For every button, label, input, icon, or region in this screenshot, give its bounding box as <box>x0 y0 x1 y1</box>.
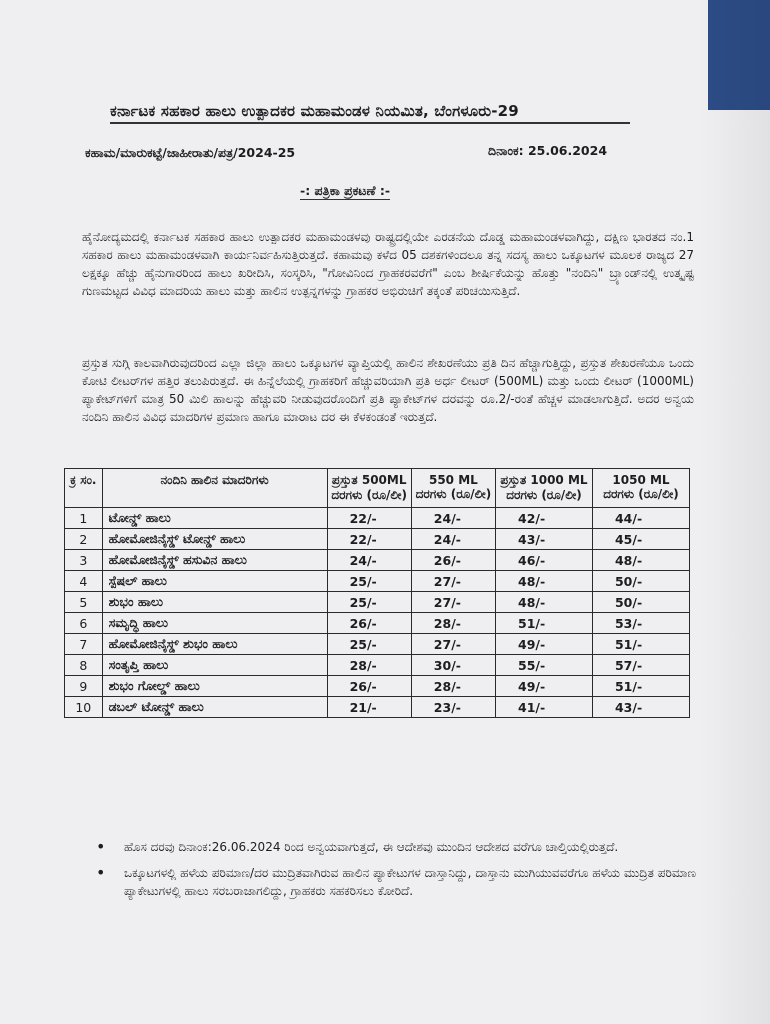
row-variety: ಶುಭಂ ಹಾಲು <box>102 592 327 613</box>
row-variety: ಹೋಮೋಜಿನೈಸ್ಡ್ ಶುಭಂ ಹಾಲು <box>102 634 327 655</box>
milk-price-table <box>64 468 690 718</box>
row-serial: 2 <box>65 529 103 550</box>
row-serial: 5 <box>65 592 103 613</box>
row-variety: ಸಮೃದ್ಧಿ ಹಾಲು <box>102 613 327 634</box>
row-variety: ಟೋನ್ಡ್ ಹಾಲು <box>102 508 327 529</box>
table-header-row <box>65 469 690 508</box>
row-price-1050ml: 44/- <box>592 508 689 529</box>
row-price-550ml: 26/- <box>411 550 495 571</box>
row-price-1000ml: 41/- <box>496 697 593 718</box>
row-price-1000ml: 51/- <box>496 613 593 634</box>
row-price-1050ml: 51/- <box>592 676 689 697</box>
row-serial: 9 <box>65 676 103 697</box>
row-price-1050ml: 50/- <box>592 592 689 613</box>
row-price-1000ml: 48/- <box>496 592 593 613</box>
row-price-1050ml: 53/- <box>592 613 689 634</box>
table-row <box>65 676 690 697</box>
row-price-500ml: 28/- <box>327 655 411 676</box>
row-serial: 1 <box>65 508 103 529</box>
row-price-1050ml: 51/- <box>592 634 689 655</box>
row-price-550ml: 30/- <box>411 655 495 676</box>
row-variety: ಹೋಮೋಜಿನೈಸ್ಡ್ ಹಸುವಿನ ಹಾಲು <box>102 550 327 571</box>
note-old-stock: • ಒಕ್ಕೂಟಗಳಲ್ಲಿ ಹಳೆಯ ಪರಿಮಾಣ/ದರ ಮುದ್ರಿತವಾಗಿರುವ ಹಾಲಿನ ಪ್ಯಾಕೇಟುಗಳ ದಾಸ್ತಾನಿದ್ದು, ದಾಸ್ತಾನು ಮುಗಿಯುವವರೆಗೂ ಹಳೆಯ ಮುದ್ರಿತ ಪರಿಮಾಣ ಪ್ಯಾಕೇಟುಗಳಲ್ಲಿ ಹಾಲು ಸರಬರಾಜಾಗಲಿದ್ದು, ಗ್ರಾಹಕರು ಸಹಕರಿಸಲು ಕೋರಿದೆ. <box>96 864 696 900</box>
table-row <box>65 634 690 655</box>
row-price-1000ml: 46/- <box>496 550 593 571</box>
header-current-500ml: ಪ್ರಸ್ತುತ 500ML ದರಗಳು (ರೂ/ಲೀ) <box>327 469 411 508</box>
row-serial: 4 <box>65 571 103 592</box>
reference-number: ಕಹಾಮ/ಮಾರುಕಟ್ಟೆ/ಜಾಹೀರಾತು/ಪತ್ರ/2024-25 <box>85 145 296 160</box>
row-variety: ಶುಭಂ ಗೋಲ್ಡ್ ಹಾಲು <box>102 676 327 697</box>
row-price-1000ml: 49/- <box>496 634 593 655</box>
document-title: ಕರ್ನಾಟಕ ಸಹಕಾರ ಹಾಲು ಉತ್ಪಾದಕರ ಮಹಾಮಂಡಳ ನಿಯಮಿತ, ಬೆಂಗಳೂರು-29 <box>110 102 630 124</box>
header-new-1050ml: 1050 ML ದರಗಳು (ರೂ/ಲೀ) <box>592 469 689 508</box>
row-price-1050ml: 50/- <box>592 571 689 592</box>
table-row <box>65 529 690 550</box>
header-variety: ನಂದಿನಿ ಹಾಲಿನ ಮಾದರಿಗಳು <box>102 469 327 508</box>
row-variety: ಸ್ಪೆಷಲ್ ಹಾಲು <box>102 571 327 592</box>
row-serial: 6 <box>65 613 103 634</box>
row-price-500ml: 22/- <box>327 508 411 529</box>
row-price-500ml: 21/- <box>327 697 411 718</box>
header-new-550ml: 550 ML ದರಗಳು (ರೂ/ಲೀ) <box>411 469 495 508</box>
row-price-550ml: 23/- <box>411 697 495 718</box>
table-row <box>65 655 690 676</box>
row-price-1000ml: 55/- <box>496 655 593 676</box>
row-price-550ml: 27/- <box>411 634 495 655</box>
note-effective-date: • ಹೊಸ ದರವು ದಿನಾಂಕ:26.06.2024 ರಿಂದ ಅನ್ವಯವಾಗುತ್ತದೆ, ಈ ಆದೇಶವು ಮುಂದಿನ ಆದೇಶದ ವರೆಗೂ ಚಾಲ್ತಿಯಲ್ಲಿರುತ್ತದೆ. <box>96 838 696 856</box>
row-serial: 8 <box>65 655 103 676</box>
intro-paragraph: ಹೈನೋದ್ಯಮದಲ್ಲಿ ಕರ್ನಾಟಕ ಸಹಕಾರ ಹಾಲು ಉತ್ಪಾದಕರ ಮಹಾಮಂಡಳವು ರಾಷ್ಟ್ರದಲ್ಲಿಯೇ ಎರಡನೆಯ ದೊಡ್ಡ ಮಹಾಮಂಡಳವಾಗಿದ್ದು, ದಕ್ಷಿಣ ಭಾರತದ ನಂ.1 ಸಹಕಾರ ಹಾಲು ಮಹಾಮಂಡಳವಾಗಿ ಕಾರ್ಯನಿರ್ವಹಿಸುತ್ತಿರುತ್ತದೆ. ಕಹಾಮವು ಕಳೆದ 05 ದಶಕಗಳಿಂದಲೂ ತನ್ನ ಸದಸ್ಯ ಹಾಲು ಒಕ್ಕೂಟಗಳ ಮೂಲಕ ರಾಜ್ಯದ 27 ಲಕ್ಷಕ್ಕೂ ಹೆಚ್ಚು ಹೈನುಗಾರರಿಂದ ಹಾಲು ಖರೀದಿಸಿ, ಸಂಸ್ಕರಿಸಿ, "ಗೋವಿನಿಂದ ಗ್ರಾಹಕರವರೆಗೆ" ಎಂಬ ಶೀರ್ಷಿಕೆಯನ್ನು ಹೊತ್ತು "ನಂದಿನಿ" ಬ್ರ್ಯಾಂಡ್‌ನಲ್ಲಿ ಉತ್ಕೃಷ್ಟ ಗುಣಮಟ್ಟದ ವಿವಿಧ ಮಾದರಿಯ ಹಾಲು ಮತ್ತು ಹಾಲಿನ ಉತ್ಪನ್ನಗಳನ್ನು ಗ್ರಾಹಕರ ಅಭಿರುಚಿಗೆ ತಕ್ಕಂತೆ ಪರಿಚಯಿಸುತ್ತಿದೆ. <box>82 230 694 298</box>
row-price-500ml: 25/- <box>327 571 411 592</box>
row-variety: ಹೋಮೋಜಿನೈಸ್ಡ್ ಟೋನ್ಡ್ ಹಾಲು <box>102 529 327 550</box>
row-price-500ml: 26/- <box>327 676 411 697</box>
row-price-1050ml: 45/- <box>592 529 689 550</box>
price-change-paragraph: ಪ್ರಸ್ತುತ ಸುಗ್ಗಿ ಕಾಲವಾಗಿರುವುದರಿಂದ ಎಲ್ಲಾ ಜಿಲ್ಲಾ ಹಾಲು ಒಕ್ಕೂಟಗಳ ವ್ಯಾಪ್ತಿಯಲ್ಲಿ ಹಾಲಿನ ಶೇಖರಣೆಯು ಪ್ರತಿ ದಿನ ಹೆಚ್ಚಾಗುತ್ತಿದ್ದು, ಪ್ರಸ್ತುತ ಶೇಖರಣೆಯೂ ಒಂದು ಕೋಟಿ ಲೀಟರ್‌ಗಳ ಹತ್ತಿರ ತಲುಪಿರುತ್ತದೆ. ಈ ಹಿನ್ನೆಲೆಯಲ್ಲಿ ಗ್ರಾಹಕರಿಗೆ ಹೆಚ್ಚುವರಿಯಾಗಿ ಪ್ರತಿ ಅರ್ಧ ಲೀಟರ್ (500ML) ಮತ್ತು ಒಂದು ಲೀಟರ್ (1000ML) ಪ್ಯಾಕೇಟ್‌ಗಳಿಗೆ ಮಾತ್ರ 50 ಮಿಲಿ ಹಾಲನ್ನು ಹೆಚ್ಚುವರಿ ನೀಡುವುದರೊಂದಿಗೆ ಪ್ರತಿ ಪ್ಯಾಕೇಟ್‌ಗಳ ದರವನ್ನು ರೂ.2/-ರಂತೆ ಹೆಚ್ಚಳ ಮಾಡಲಾಗುತ್ತಿದೆ. ಅದರ ಅನ್ವಯ ನಂದಿನಿ ಹಾಲಿನ ವಿವಿಧ ಮಾದರಿಗಳ ಪ್ರಮಾಣ ಹಾಗೂ ಮಾರಾಟ ದರ ಈ ಕೆಳಕಂಡಂತೆ ಇರುತ್ತದೆ. <box>82 356 694 424</box>
table-row <box>65 508 690 529</box>
table-row <box>65 571 690 592</box>
row-price-1050ml: 57/- <box>592 655 689 676</box>
row-price-500ml: 26/- <box>327 613 411 634</box>
row-price-1000ml: 48/- <box>496 571 593 592</box>
table-row <box>65 613 690 634</box>
table-row <box>65 550 690 571</box>
row-variety: ಸಂತೃಪ್ತಿ ಹಾಲು <box>102 655 327 676</box>
row-price-550ml: 24/- <box>411 529 495 550</box>
row-price-500ml: 24/- <box>327 550 411 571</box>
row-price-1050ml: 43/- <box>592 697 689 718</box>
header-current-1000ml: ಪ್ರಸ್ತುತ 1000 ML ದರಗಳು (ರೂ/ಲೀ) <box>496 469 593 508</box>
row-price-550ml: 28/- <box>411 613 495 634</box>
row-price-1000ml: 42/- <box>496 508 593 529</box>
row-price-1050ml: 48/- <box>592 550 689 571</box>
table-row <box>65 697 690 718</box>
press-release-heading: -: ಪತ್ರಿಕಾ ಪ್ರಕಟಣೆ :- <box>300 183 391 198</box>
header-serial: ಕ್ರ ಸಂ. <box>65 469 103 508</box>
notes-list <box>96 838 696 908</box>
row-price-1000ml: 43/- <box>496 529 593 550</box>
row-variety: ಡಬಲ್ ಟೋನ್ಡ್ ಹಾಲು <box>102 697 327 718</box>
table-row <box>65 592 690 613</box>
row-price-500ml: 22/- <box>327 529 411 550</box>
row-price-550ml: 28/- <box>411 676 495 697</box>
row-price-1000ml: 49/- <box>496 676 593 697</box>
row-serial: 7 <box>65 634 103 655</box>
row-price-500ml: 25/- <box>327 634 411 655</box>
document-date: ದಿನಾಂಕ: 25.06.2024 <box>488 143 608 158</box>
row-serial: 3 <box>65 550 103 571</box>
row-price-500ml: 25/- <box>327 592 411 613</box>
row-price-550ml: 24/- <box>411 508 495 529</box>
row-price-550ml: 27/- <box>411 592 495 613</box>
row-price-550ml: 27/- <box>411 571 495 592</box>
row-serial: 10 <box>65 697 103 718</box>
